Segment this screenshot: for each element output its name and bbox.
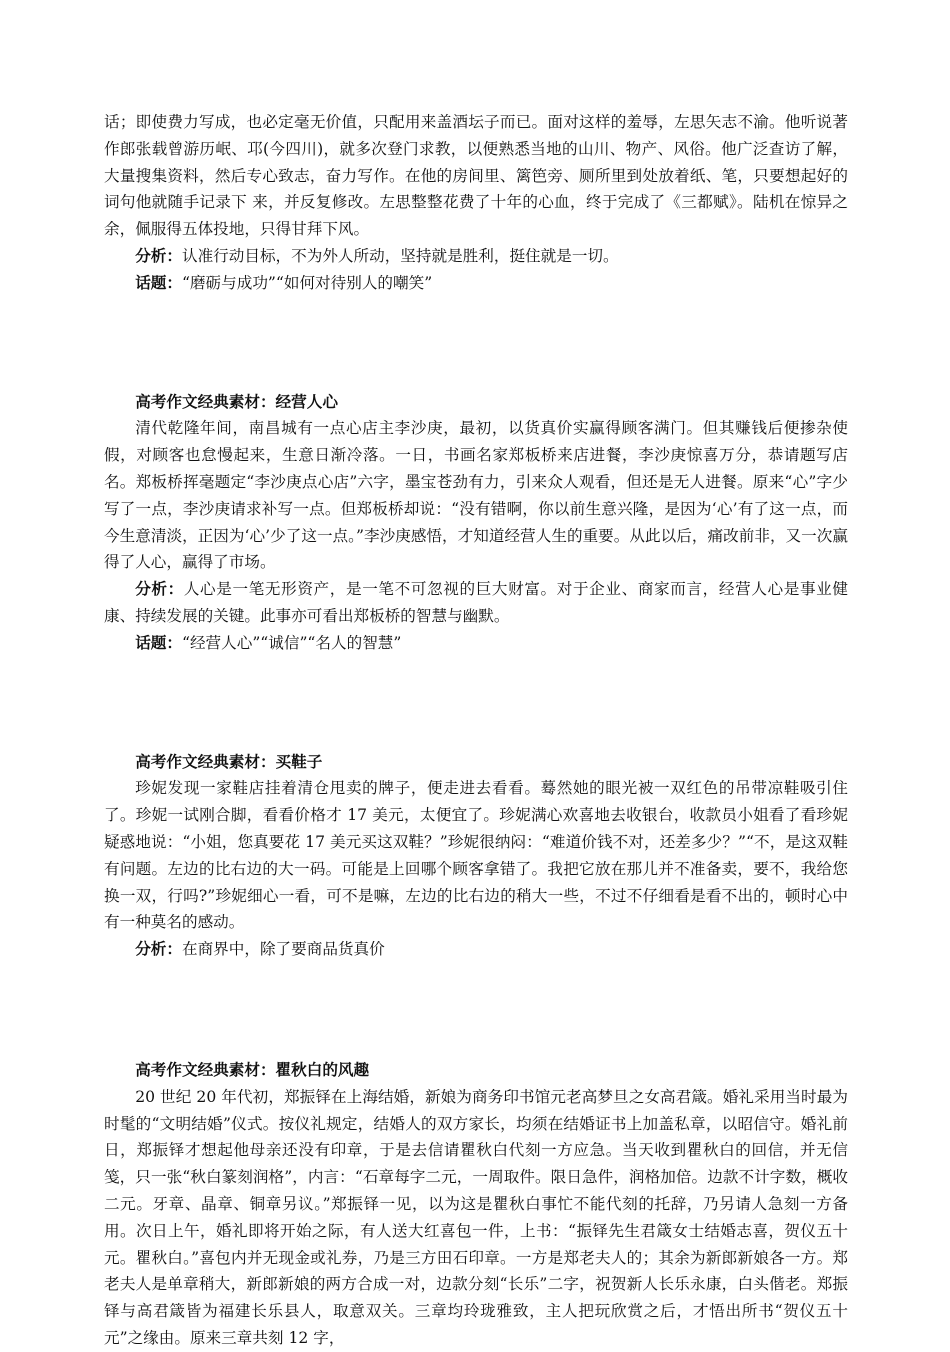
section-analysis xyxy=(104,576,848,630)
topic-label: 话题： xyxy=(135,272,182,292)
analysis-label: 分析： xyxy=(135,245,182,265)
analysis-text: 在商界中，除了要商品货真价 xyxy=(181,940,385,959)
section-topic xyxy=(104,630,848,657)
topic-text: “磨砺与成功”“如何对待别人的嘲笑” xyxy=(181,273,433,292)
topic-text: “经营人心”“诚信”“名人的智慧” xyxy=(181,633,402,652)
intro-topic xyxy=(104,270,848,297)
section-title: 高考作文经典素材：瞿秋白的风趣 xyxy=(135,1059,370,1079)
analysis-text: 人心是一笔无形资产，是一笔不可忽视的巨大财富。对于企业、商家而言，经营人心是事业健康、持续发展的关键。此事亦可看出郑板桥的智慧与幽默。 xyxy=(104,580,848,625)
intro-body: 话；即使费力写成，也必定毫无价值，只配用来盖酒坛子而已。面对这样的羞辱，左思矢志不渝。他听说著作郎张载曾游历岷、邛(今四川)，就多次登门求教，以便熟悉当地的山川、物产、风俗。他广泛查访了解，大量搜集资料，然后专心致志，奋力写作。在他的房间里、篱笆旁、厕所里到处放着纸、笔，只要想起好的词句他就随手记录下 来，并反复修改。左思整整花费了十年的心血，终于完成了《三都赋》。陆机在惊异之余，佩服得五体投地，只得甘拜下风。 xyxy=(104,113,848,239)
section-body: 珍妮发现一家鞋店挂着清仓甩卖的牌子，便走进去看看。蓦然她的眼光被一双红色的吊带凉鞋吸引住了。珍妮一试刚合脚，看看价格才 17 美元，太便宜了。珍妮满心欢喜地去收银台，收款员小姐看了看珍妮疑惑地说：“小姐，您真要花 17 美元买这双鞋？”珍妮很纳闷：“难道价钱不对，还差多少？”“不，是这双鞋有问题。左边的比右边的大一码。可能是上回哪个顾客拿错了。我把它放在那儿并不准备卖，要不，我给您换一双，行吗?”珍妮细心一看，可不是嘛，左边的比右边的稍大一些，不过不仔细看是看不出的，顿时心中有一种莫名的感动。 xyxy=(104,779,848,932)
analysis-text: 认准行动目标，不为外人所动，坚持就是胜利，挺住就是一切。 xyxy=(181,246,619,265)
document-page xyxy=(104,109,848,1352)
section-analysis xyxy=(104,936,848,963)
section-title: 高考作文经典素材：买鞋子 xyxy=(135,751,323,771)
intro-analysis xyxy=(104,243,848,270)
section-title: 高考作文经典素材：经营人心 xyxy=(135,391,338,411)
section-body: 清代乾隆年间，南昌城有一点心店主李沙庚，最初，以货真价实赢得顾客满门。但其赚钱后便掺杂使假，对顾客也怠慢起来，生意日渐冷落。一日，书画名家郑板桥来店进餐，李沙庚惊喜万分，恭请题写店名。郑板桥挥毫题定“李沙庚点心店”六字，墨宝苍劲有力，引来众人观看，但还是无人进餐。原来“心”字少写了一点，李沙庚请求补写一点。但郑板桥却说：“没有错啊，你以前生意兴隆，是因为‘心’有了这一点，而今生意清淡，正因为‘心’少了这一点。”李沙庚感悟，才知道经营人生的重要。从此以后，痛改前非，又一次赢得了人心，赢得了市场。 xyxy=(104,419,848,572)
analysis-label: 分析： xyxy=(135,939,182,959)
topic-label: 话题： xyxy=(135,632,182,652)
analysis-label: 分析： xyxy=(135,579,184,599)
section-body: 20 世纪 20 年代初，郑振铎在上海结婚，新娘为商务印书馆元老高梦旦之女高君箴。婚礼采用当时最为时髦的“文明结婚”仪式。按仪礼规定，结婚人的双方家长，均须在结婚证书上加盖私章，以昭信守。婚礼前日，郑振铎才想起他母亲还没有印章，于是去信请瞿秋白代刻一方应急。当天收到瞿秋白的回信，并无信笺，只一张“秋白篆刻润格”，内言：“石章每字二元，一周取件。限日急件，润格加倍。边款不计字数，概收二元。牙章、晶章、铜章另议。”郑振铎一见，以为这是瞿秋白事忙不能代刻的托辞，乃另请人急刻一方备用。次日上午，婚礼即将开始之际，有人送大红喜包一件，上书：“振铎先生君箴女士结婚志喜，贺仪五十元。瞿秋白。”喜包内并无现金或礼券，乃是三方田石印章。一方是郑老夫人的；其余为新郎新娘各一方。郑老夫人是单章稍大，新郎新娘的两方合成一对，边款分刻“长乐”二字，祝贺新人长乐永康，白头偕老。郑振铎与高君箴皆为福建长乐县人，取意双关。三章均玲珑雅致，主人把玩欣赏之后，才悟出所书“贺仪五十元”之缘由。原来三章共刻 12 字， xyxy=(104,1087,848,1347)
